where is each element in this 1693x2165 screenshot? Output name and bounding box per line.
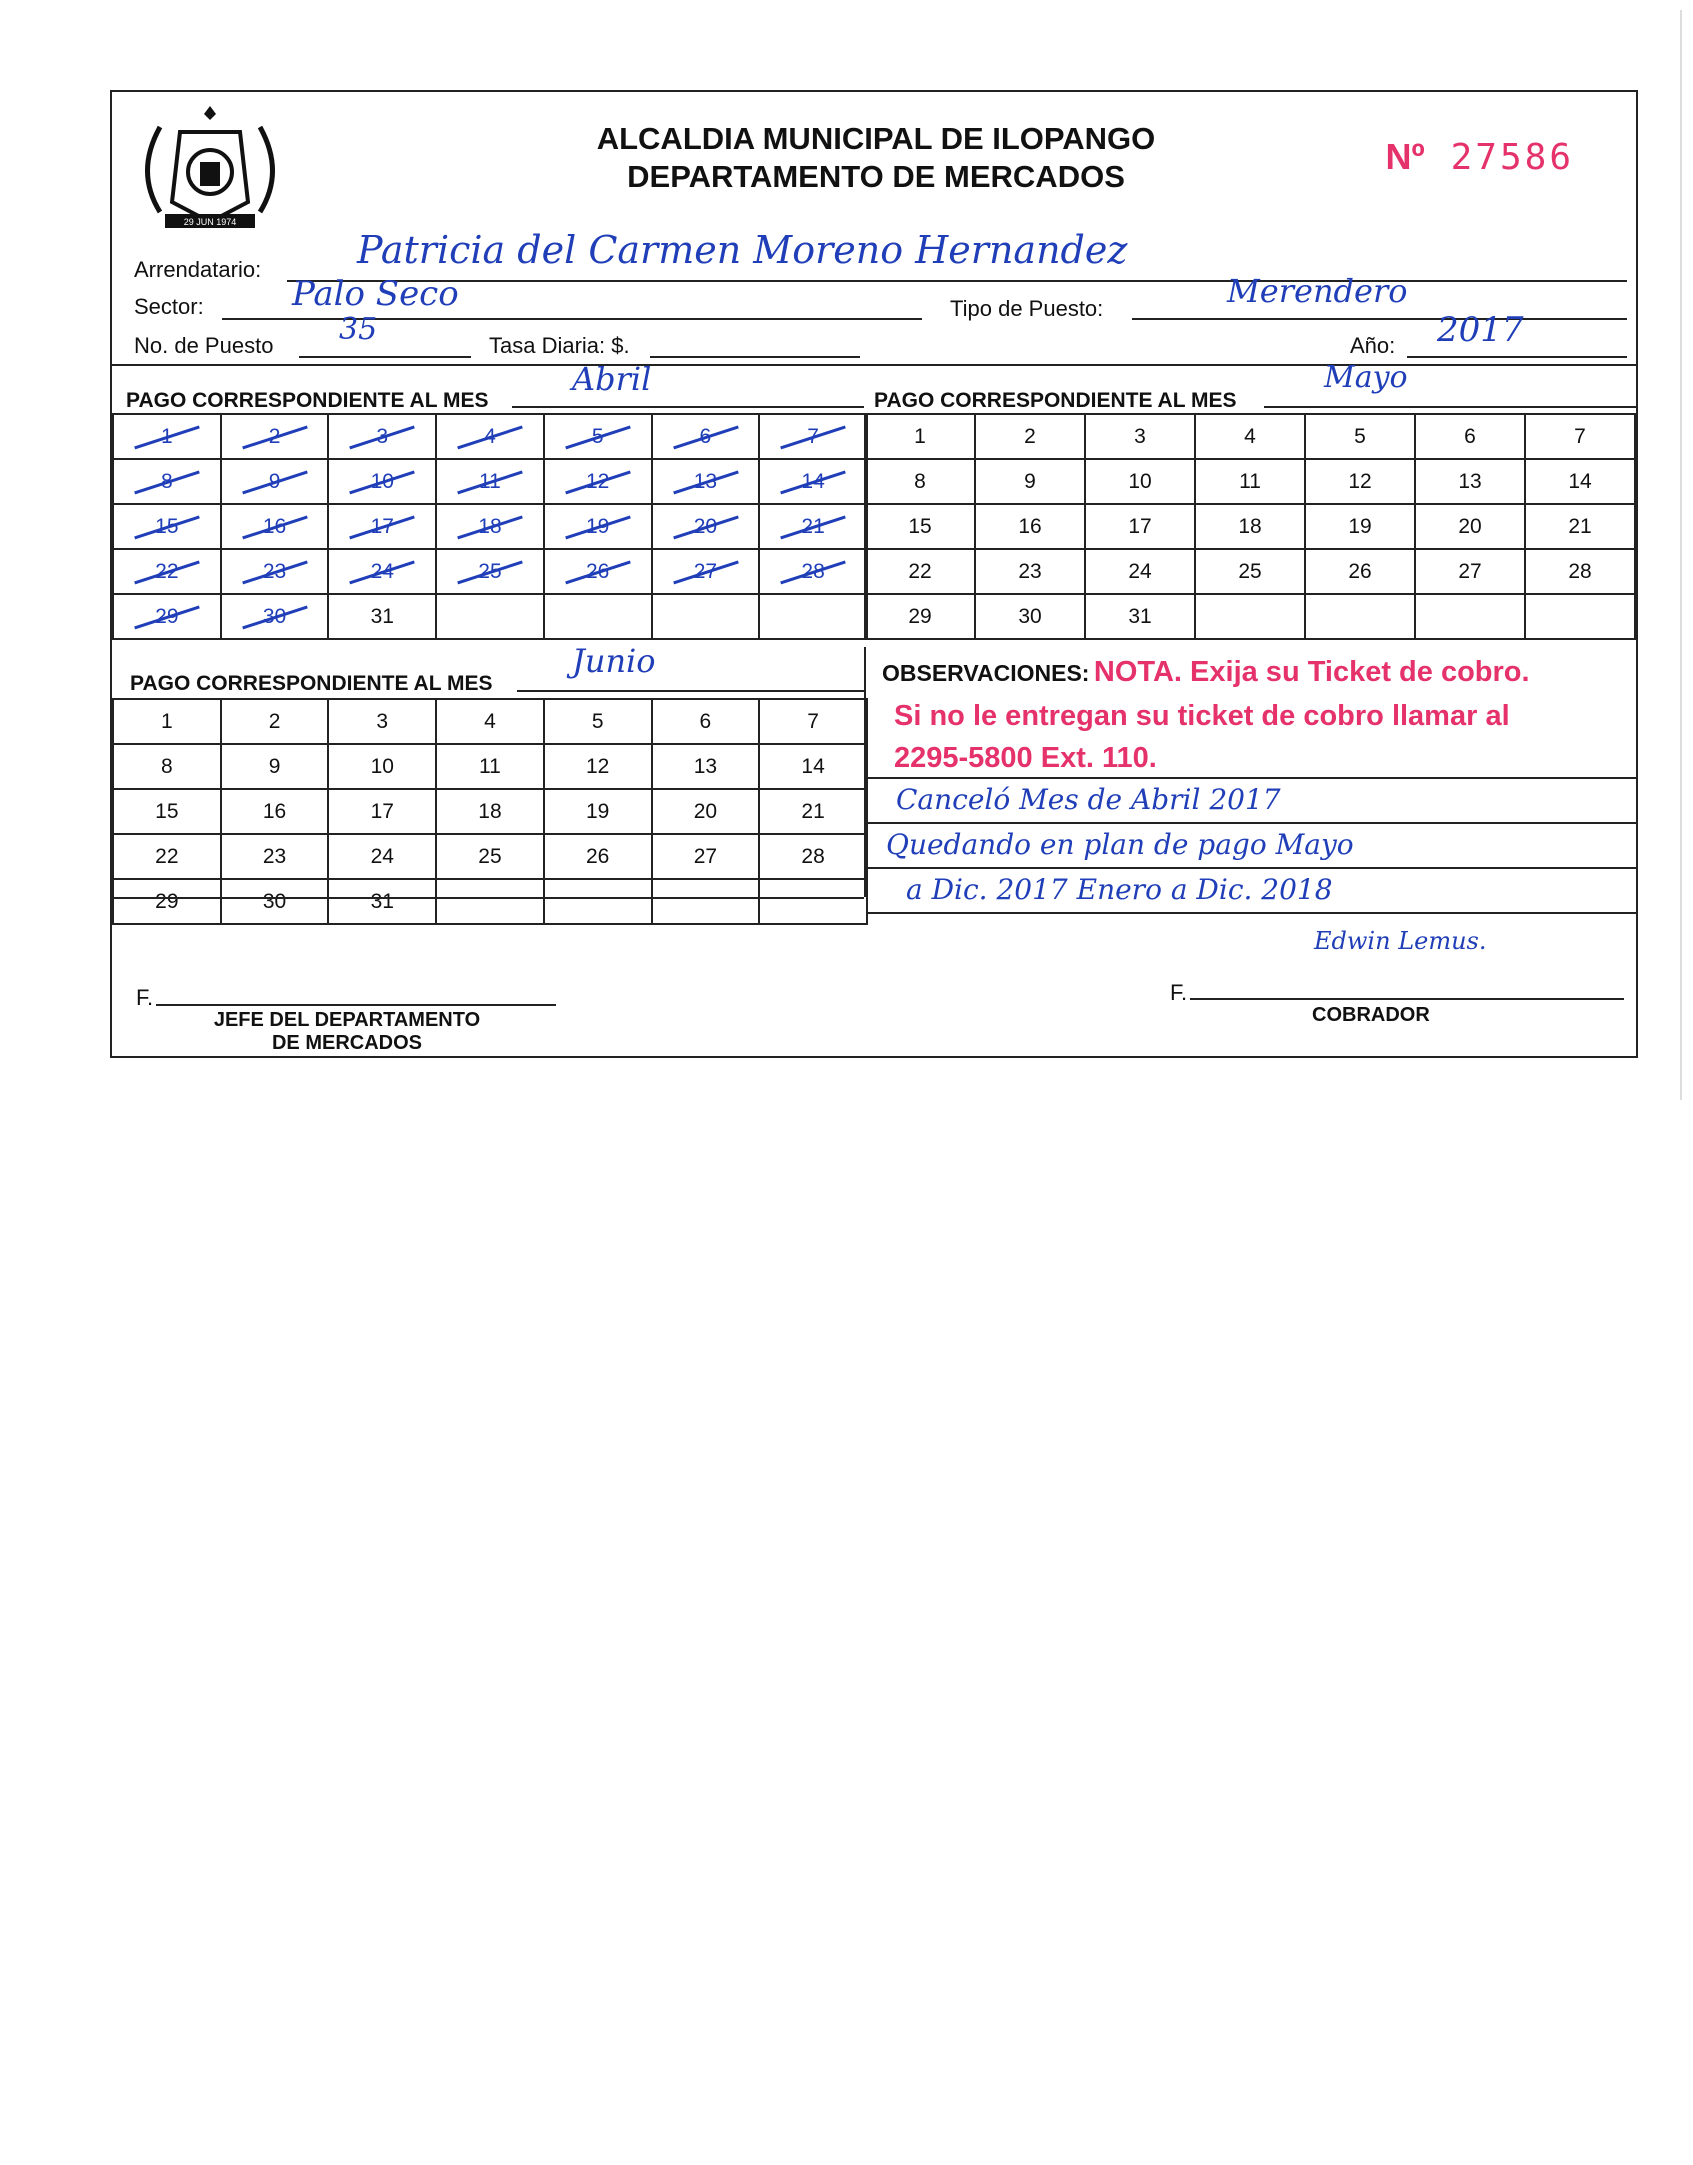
day-number: 30 bbox=[262, 604, 287, 628]
day-cell bbox=[113, 744, 221, 789]
day-cell bbox=[113, 879, 221, 924]
day-cell bbox=[1305, 594, 1415, 639]
jefe-caption-2: DE MERCADOS bbox=[271, 1032, 422, 1054]
form-sheet bbox=[20, 10, 1682, 1100]
day-cell bbox=[865, 414, 975, 459]
day-cell bbox=[1195, 594, 1305, 639]
junio-value: Junio bbox=[572, 642, 656, 680]
day-number: 8 bbox=[914, 469, 926, 493]
day-number: 13 bbox=[693, 469, 718, 493]
day-cell bbox=[759, 789, 867, 834]
day-cell bbox=[652, 504, 760, 549]
day-cell bbox=[1085, 549, 1195, 594]
arrendatario-label: Arrendatario: bbox=[134, 257, 262, 282]
day-cell bbox=[975, 414, 1085, 459]
day-number: 11 bbox=[479, 754, 501, 778]
day-number: 27 bbox=[693, 844, 718, 868]
day-cell bbox=[1085, 504, 1195, 549]
day-cell bbox=[1415, 549, 1525, 594]
day-cell bbox=[328, 744, 436, 789]
day-cell bbox=[759, 504, 867, 549]
day-cell bbox=[328, 459, 436, 504]
day-cell bbox=[221, 879, 329, 924]
puesto-value: 35 bbox=[339, 312, 378, 347]
mayo-days-grid bbox=[864, 413, 1636, 640]
day-cell bbox=[1415, 594, 1525, 639]
day-number: 6 bbox=[1464, 424, 1476, 448]
day-cell bbox=[113, 834, 221, 879]
day-cell bbox=[436, 789, 544, 834]
day-cell bbox=[759, 594, 867, 639]
day-cell bbox=[1195, 504, 1305, 549]
tipo-puesto-field[interactable] bbox=[1132, 272, 1627, 320]
day-number: 19 bbox=[1348, 514, 1372, 538]
day-number: 4 bbox=[484, 709, 496, 733]
day-cell bbox=[328, 789, 436, 834]
day-cell bbox=[328, 549, 436, 594]
nota-line-3: 2295-5800 Ext. 110. bbox=[894, 742, 1157, 774]
day-number: 18 bbox=[1238, 514, 1262, 538]
day-number: 7 bbox=[1574, 424, 1586, 448]
day-number: 31 bbox=[370, 889, 394, 913]
day-cell bbox=[1305, 549, 1415, 594]
anio-value: 2017 bbox=[1437, 310, 1524, 350]
day-number: 15 bbox=[908, 514, 932, 538]
month-label-abril: PAGO CORRESPONDIENTE AL MES bbox=[126, 389, 489, 412]
obs-handwritten-1: Canceló Mes de Abril 2017 bbox=[896, 783, 1281, 816]
jefe-caption-1: JEFE DEL DEPARTAMENTO bbox=[213, 1009, 481, 1031]
abril-days-grid bbox=[112, 413, 868, 640]
abril-field[interactable] bbox=[512, 360, 864, 408]
day-cell bbox=[652, 549, 760, 594]
tipo-puesto-value: Merendero bbox=[1227, 272, 1408, 310]
day-cell bbox=[1305, 504, 1415, 549]
day-cell bbox=[113, 699, 221, 744]
day-number: 22 bbox=[155, 844, 179, 868]
payment-card bbox=[110, 90, 1638, 1058]
day-cell bbox=[544, 414, 652, 459]
day-number: 29 bbox=[155, 889, 179, 913]
day-cell bbox=[221, 699, 329, 744]
day-number: 19 bbox=[585, 514, 610, 538]
mayo-value: Mayo bbox=[1324, 360, 1408, 395]
day-cell bbox=[544, 549, 652, 594]
day-cell bbox=[1415, 504, 1525, 549]
day-number: 20 bbox=[693, 514, 718, 538]
day-number: 29 bbox=[908, 604, 932, 628]
day-number: 1 bbox=[914, 424, 926, 448]
seal-date-text: 29 JUN 1974 bbox=[183, 217, 237, 227]
day-number: 9 bbox=[268, 754, 281, 778]
day-number: 13 bbox=[1458, 469, 1482, 493]
day-number: 7 bbox=[807, 709, 819, 733]
day-cell bbox=[436, 459, 544, 504]
day-cell bbox=[759, 414, 867, 459]
day-cell bbox=[652, 459, 760, 504]
day-number: 20 bbox=[1458, 514, 1482, 538]
day-number: 16 bbox=[262, 514, 287, 538]
day-number: 14 bbox=[1568, 469, 1592, 493]
day-cell bbox=[544, 594, 652, 639]
day-cell bbox=[544, 744, 652, 789]
day-number: 10 bbox=[370, 754, 394, 778]
day-cell bbox=[1525, 549, 1635, 594]
day-number: 31 bbox=[1128, 604, 1152, 628]
day-cell bbox=[544, 834, 652, 879]
day-number: 17 bbox=[370, 514, 394, 538]
day-number: 1 bbox=[161, 424, 173, 448]
day-cell bbox=[652, 699, 760, 744]
jefe-signature-line[interactable] bbox=[156, 1004, 556, 1006]
day-number: 25 bbox=[478, 844, 502, 868]
day-number: 8 bbox=[161, 469, 173, 493]
day-cell bbox=[436, 834, 544, 879]
day-number: 24 bbox=[370, 844, 394, 868]
day-number: 29 bbox=[155, 604, 179, 628]
day-number: 3 bbox=[1134, 424, 1146, 448]
day-cell bbox=[759, 549, 867, 594]
day-number: 11 bbox=[1239, 469, 1261, 493]
day-cell bbox=[436, 414, 544, 459]
day-number: 3 bbox=[376, 709, 389, 733]
day-cell bbox=[1525, 504, 1635, 549]
day-number: 12 bbox=[585, 754, 610, 778]
title-line-1: ALCALDIA MUNICIPAL DE ILOPANGO bbox=[596, 121, 1156, 156]
day-number: 25 bbox=[478, 559, 502, 583]
day-cell bbox=[221, 594, 329, 639]
day-cell bbox=[759, 834, 867, 879]
day-number: 2 bbox=[268, 709, 281, 733]
day-cell bbox=[1415, 459, 1525, 504]
day-cell bbox=[975, 594, 1085, 639]
junio-days-grid bbox=[112, 698, 868, 925]
day-number: 11 bbox=[479, 469, 501, 493]
day-number: 26 bbox=[1348, 559, 1372, 583]
day-cell bbox=[113, 414, 221, 459]
day-cell bbox=[113, 459, 221, 504]
day-cell bbox=[221, 744, 329, 789]
day-cell bbox=[544, 699, 652, 744]
day-number: 4 bbox=[484, 424, 496, 448]
day-cell bbox=[221, 459, 329, 504]
nota-line-2: Si no le entregan su ticket de cobro llamar al bbox=[894, 700, 1510, 732]
obs-lines bbox=[866, 779, 1638, 914]
day-cell bbox=[113, 504, 221, 549]
day-cell bbox=[113, 789, 221, 834]
day-cell bbox=[975, 504, 1085, 549]
cobrador-f-label: F. bbox=[1170, 980, 1188, 1005]
arrendatario-value: Patricia del Carmen Moreno Hernandez bbox=[357, 228, 1128, 272]
puesto-label: No. de Puesto bbox=[134, 333, 274, 358]
day-cell bbox=[759, 744, 867, 789]
day-number: 19 bbox=[585, 799, 610, 823]
sector-value: Palo Seco bbox=[292, 274, 459, 314]
day-cell bbox=[975, 549, 1085, 594]
day-number: 13 bbox=[693, 754, 718, 778]
day-cell bbox=[759, 699, 867, 744]
day-number: 9 bbox=[1024, 469, 1036, 493]
anio-field[interactable] bbox=[1407, 310, 1627, 358]
puesto-field[interactable] bbox=[299, 312, 471, 358]
folio-number bbox=[1385, 136, 1574, 178]
day-number: 14 bbox=[801, 469, 825, 493]
folio-label: Nº bbox=[1385, 136, 1425, 177]
day-number: 2 bbox=[1024, 424, 1036, 448]
day-number: 26 bbox=[585, 559, 610, 583]
day-number: 18 bbox=[478, 514, 502, 538]
day-cell bbox=[436, 594, 544, 639]
day-cell bbox=[1195, 549, 1305, 594]
month-label-junio: PAGO CORRESPONDIENTE AL MES bbox=[130, 672, 493, 695]
day-number: 20 bbox=[693, 799, 718, 823]
day-cell bbox=[544, 504, 652, 549]
day-number: 6 bbox=[699, 424, 712, 448]
day-cell bbox=[1305, 459, 1415, 504]
day-number: 15 bbox=[155, 514, 179, 538]
title-line-2: DEPARTAMENTO DE MERCADOS bbox=[627, 159, 1125, 194]
day-number: 30 bbox=[1018, 604, 1042, 628]
day-cell bbox=[221, 504, 329, 549]
sector-label: Sector: bbox=[134, 294, 204, 319]
day-number: 10 bbox=[370, 469, 394, 493]
day-number: 21 bbox=[801, 514, 825, 538]
day-cell bbox=[759, 459, 867, 504]
day-number: 28 bbox=[1568, 559, 1592, 583]
collector-handwritten-name: Edwin Lemus. bbox=[1314, 927, 1487, 955]
day-number: 16 bbox=[1018, 514, 1042, 538]
cobrador-signature-line[interactable] bbox=[1190, 998, 1624, 1000]
jefe-f-label: F. bbox=[136, 985, 154, 1010]
day-cell bbox=[221, 414, 329, 459]
day-number: 27 bbox=[1458, 559, 1482, 583]
day-number: 7 bbox=[807, 424, 819, 448]
day-cell bbox=[652, 879, 760, 924]
day-number: 21 bbox=[1568, 514, 1592, 538]
day-cell bbox=[865, 594, 975, 639]
day-number: 25 bbox=[1238, 559, 1262, 583]
day-cell bbox=[1525, 594, 1635, 639]
day-cell bbox=[328, 834, 436, 879]
day-number: 5 bbox=[591, 424, 604, 448]
mayo-field[interactable] bbox=[1264, 360, 1636, 408]
day-number: 18 bbox=[478, 799, 502, 823]
tasa-label: Tasa Diaria: $. bbox=[489, 333, 630, 358]
day-number: 10 bbox=[1128, 469, 1152, 493]
observaciones-box bbox=[864, 647, 1638, 906]
day-cell bbox=[1085, 414, 1195, 459]
day-cell bbox=[328, 504, 436, 549]
day-number: 23 bbox=[262, 559, 287, 583]
day-cell bbox=[328, 414, 436, 459]
day-cell bbox=[975, 459, 1085, 504]
tipo-puesto-label: Tipo de Puesto: bbox=[950, 296, 1104, 321]
day-number: 14 bbox=[801, 754, 825, 778]
day-cell bbox=[436, 699, 544, 744]
day-cell bbox=[328, 879, 436, 924]
day-cell bbox=[1085, 459, 1195, 504]
day-number: 5 bbox=[1354, 424, 1366, 448]
abril-value: Abril bbox=[572, 360, 652, 398]
obs-handwritten-3: a Dic. 2017 Enero a Dic. 2018 bbox=[906, 873, 1333, 906]
day-cell bbox=[328, 699, 436, 744]
day-cell bbox=[436, 744, 544, 789]
day-number: 8 bbox=[161, 754, 173, 778]
day-number: 1 bbox=[161, 709, 173, 733]
day-cell bbox=[1195, 414, 1305, 459]
day-cell bbox=[221, 834, 329, 879]
bottom-divider bbox=[112, 897, 864, 899]
day-cell bbox=[544, 789, 652, 834]
day-number: 28 bbox=[801, 844, 825, 868]
day-number: 17 bbox=[370, 799, 394, 823]
day-number: 4 bbox=[1244, 424, 1256, 448]
day-cell bbox=[436, 504, 544, 549]
day-cell bbox=[865, 549, 975, 594]
day-number: 31 bbox=[370, 604, 394, 628]
month-label-mayo: PAGO CORRESPONDIENTE AL MES bbox=[874, 389, 1237, 412]
day-number: 16 bbox=[262, 799, 287, 823]
day-number: 23 bbox=[1018, 559, 1042, 583]
day-number: 15 bbox=[155, 799, 179, 823]
sector-field[interactable] bbox=[222, 274, 922, 320]
day-cell bbox=[436, 879, 544, 924]
folio-value: 27586 bbox=[1450, 137, 1574, 178]
day-cell bbox=[652, 744, 760, 789]
tasa-field[interactable] bbox=[650, 324, 860, 358]
anio-label: Año: bbox=[1350, 333, 1396, 358]
day-number: 27 bbox=[693, 559, 718, 583]
day-cell bbox=[544, 879, 652, 924]
day-cell bbox=[221, 789, 329, 834]
day-number: 2 bbox=[268, 424, 281, 448]
day-cell bbox=[1525, 414, 1635, 459]
day-cell bbox=[221, 549, 329, 594]
day-cell bbox=[759, 879, 867, 924]
obs-handwritten-2: Quedando en plan de pago Mayo bbox=[886, 828, 1354, 861]
day-cell bbox=[1085, 594, 1195, 639]
day-number: 17 bbox=[1128, 514, 1152, 538]
day-number: 9 bbox=[268, 469, 281, 493]
day-cell bbox=[1195, 459, 1305, 504]
day-number: 28 bbox=[801, 559, 825, 583]
day-number: 23 bbox=[262, 844, 287, 868]
day-cell bbox=[1305, 414, 1415, 459]
day-number: 3 bbox=[376, 424, 389, 448]
day-cell bbox=[652, 594, 760, 639]
cobrador-caption: COBRADOR bbox=[1312, 1004, 1430, 1026]
day-number: 12 bbox=[1348, 469, 1372, 493]
day-cell bbox=[652, 834, 760, 879]
day-number: 24 bbox=[370, 559, 394, 583]
day-number: 30 bbox=[262, 889, 287, 913]
day-number: 26 bbox=[585, 844, 610, 868]
day-cell bbox=[113, 549, 221, 594]
day-cell bbox=[544, 459, 652, 504]
day-cell bbox=[865, 459, 975, 504]
day-cell bbox=[652, 414, 760, 459]
day-number: 21 bbox=[801, 799, 825, 823]
nota-line-1: NOTA. Exija su Ticket de cobro. bbox=[1093, 656, 1530, 688]
junio-field[interactable] bbox=[517, 642, 864, 692]
day-cell bbox=[865, 504, 975, 549]
day-number: 22 bbox=[908, 559, 932, 583]
arrendatario-field[interactable] bbox=[287, 228, 1627, 282]
day-number: 5 bbox=[591, 709, 604, 733]
day-cell bbox=[1525, 459, 1635, 504]
day-number: 22 bbox=[155, 559, 179, 583]
day-cell bbox=[436, 549, 544, 594]
day-number: 12 bbox=[585, 469, 610, 493]
day-number: 6 bbox=[699, 709, 712, 733]
day-number: 24 bbox=[1128, 559, 1152, 583]
observaciones-label: OBSERVACIONES: bbox=[882, 660, 1090, 686]
jefe-caption bbox=[212, 1009, 482, 1055]
day-cell bbox=[652, 789, 760, 834]
day-cell bbox=[328, 594, 436, 639]
day-cell bbox=[113, 594, 221, 639]
day-cell bbox=[1415, 414, 1525, 459]
